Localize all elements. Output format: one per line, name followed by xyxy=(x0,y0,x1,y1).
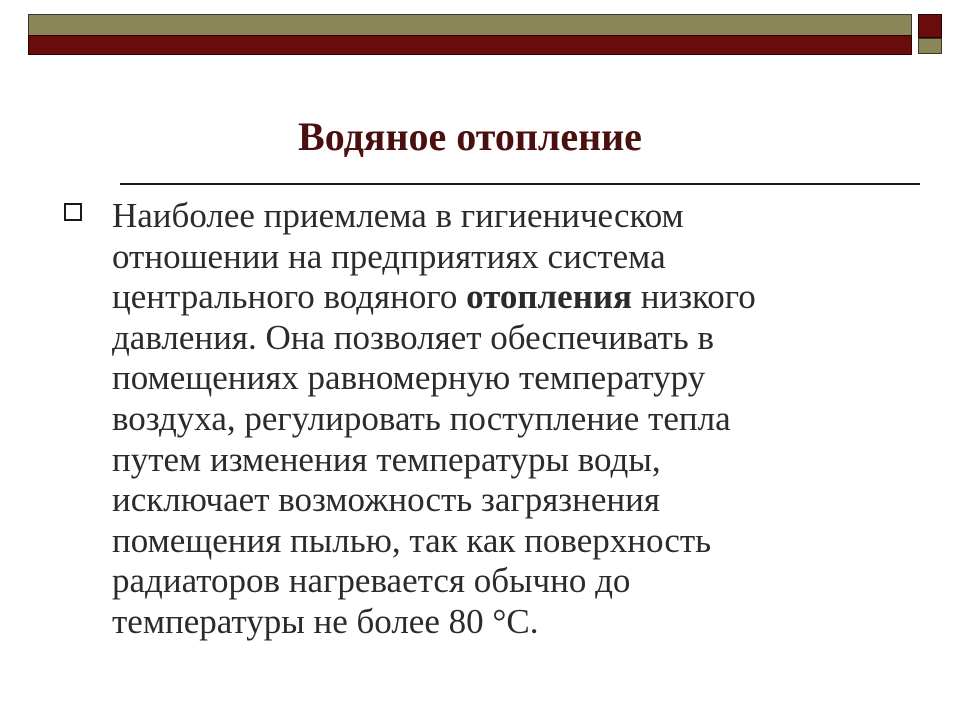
line-text-after: низкого xyxy=(631,277,756,317)
paragraph-line: путем изменения температуры воды, xyxy=(112,439,661,479)
bullet-paragraph xyxy=(112,196,912,643)
paragraph-line: помещения пылью, так как поверхность xyxy=(112,520,712,560)
paragraph-line: помещениях равномерную температуру xyxy=(112,358,706,398)
paragraph-line xyxy=(112,277,912,318)
bold-term: отопления xyxy=(466,277,632,317)
paragraph-line: Наиболее приемлема в гигиеническом xyxy=(112,196,684,235)
paragraph-line: исключает возможность загрязнения xyxy=(112,480,660,520)
paragraph-line: давления. Она позволяет обеспечивать в xyxy=(112,317,715,357)
paragraph-line: отношении на предприятиях система xyxy=(112,236,666,276)
hollow-square-bullet-icon xyxy=(64,203,82,221)
header-band-olive xyxy=(28,14,912,36)
paragraph-line: температуры не более 80 °С. xyxy=(112,601,539,641)
slide-title: Водяное отопление xyxy=(298,114,642,159)
paragraph-line: воздуха, регулировать поступление тепла xyxy=(112,398,731,438)
paragraph-line: радиаторов нагревается обычно до xyxy=(112,561,631,601)
header-band-red xyxy=(28,35,912,55)
corner-square-red xyxy=(918,14,942,38)
line-text-before: центрального водяного xyxy=(112,277,467,317)
title-divider xyxy=(120,183,920,185)
corner-square-olive xyxy=(918,38,942,54)
